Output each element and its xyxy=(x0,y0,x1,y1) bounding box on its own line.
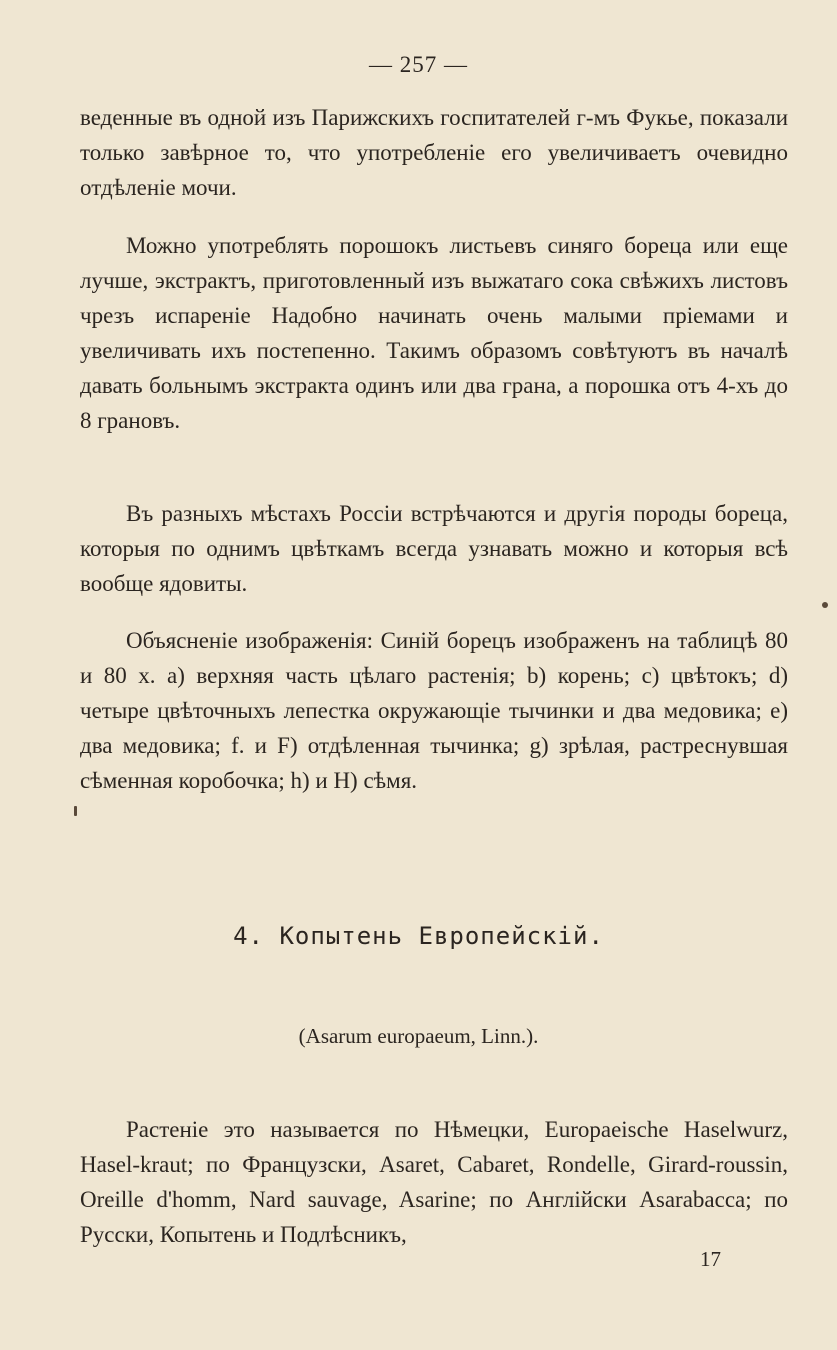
ink-speck xyxy=(822,602,828,608)
signature-mark: 17 xyxy=(700,1247,721,1271)
latin-name: (Asarum europaeum, Linn.). xyxy=(298,1024,539,1048)
section-heading: 4. Копытень Европейскій. xyxy=(233,922,604,950)
page-number: — 257 — xyxy=(369,52,468,77)
paragraph-names: Растеніе это называется по Нѣмецки, Europaeische Haselwurz, Hasel-kraut; по Французски, Asaret, Cabaret, Rondelle, Girard-roussin, Oreille d'homm, Nard sauvage, Asarine; по Англійски Asarabacca; по Русски, Копытень и Подлѣсникъ, xyxy=(80,1117,788,1247)
paragraph-figure-explanation: Объясненіе изображенія: Синій борецъ изображенъ на таблицѣ 80 и 80 х. а) верхняя часть цѣлаго растенія; b) корень; c) цвѣтокъ; d) четыре цвѣточныхъ лепестка окружающіе тычинки и два медовика; e) два медовика; f. и F) отдѣленная тычинка; g) зрѣлая, растреснувшая сѣменная коробочка; h) и H) сѣмя. xyxy=(80,628,788,793)
ink-speck xyxy=(74,806,77,816)
paragraph-dosage: Можно употреблять порошокъ листьевъ синяго бореца или еще лучше, экстрактъ, приготовленный изъ выжатаго сока свѣжихъ листовъ чрезъ испареніе Надобно начинать очень малыми пріемами и увеличивать ихъ постепенно. Такимъ образомъ совѣтуютъ въ началѣ давать больнымъ экстракта одинъ или два грана, а порошка отъ 4-хъ до 8 грановъ. xyxy=(80,233,788,433)
paragraph-species: Въ разныхъ мѣстахъ Россіи встрѣчаются и другія породы бореца, которыя по однимъ цвѣткамъ всегда узнавать можно и которыя всѣ вообще ядовиты. xyxy=(80,501,788,596)
paragraph-continuation: веденные въ одной изъ Парижскихъ госпитателей г-мъ Фукье, показали только завѣрное то, что употребленіе его увеличиваетъ очевидно отдѣленіе мочи. xyxy=(80,105,788,200)
